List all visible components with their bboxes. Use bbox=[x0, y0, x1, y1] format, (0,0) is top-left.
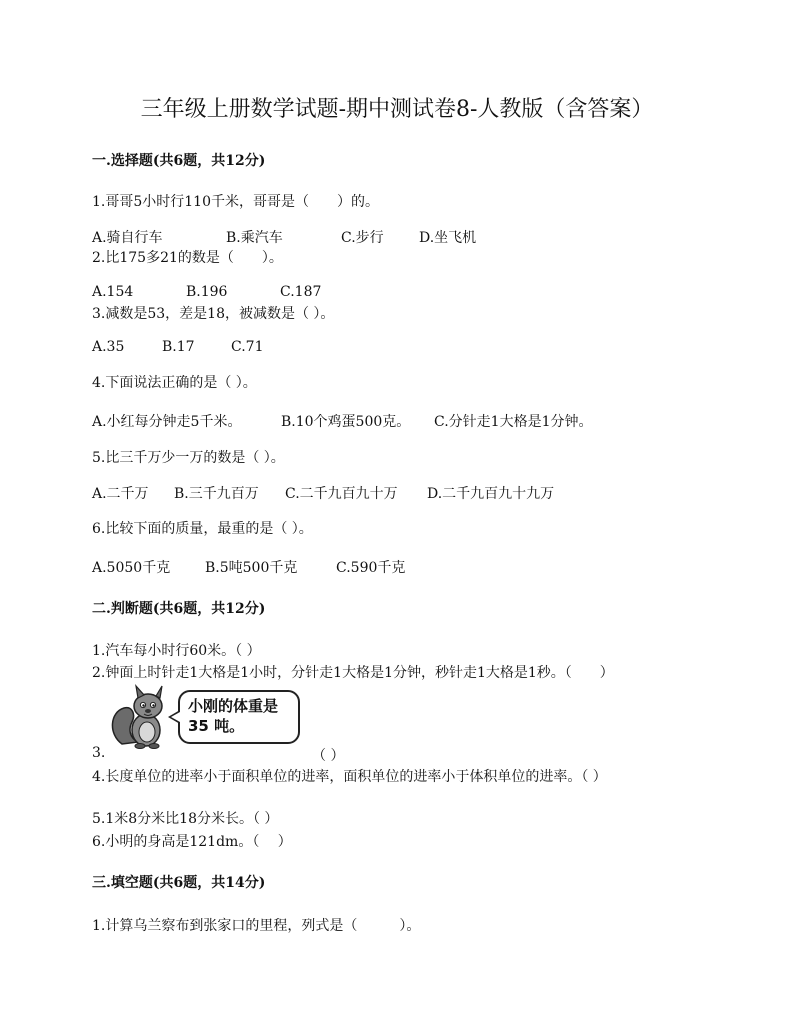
question-2-5: 5.1米8分米比18分米长。（ ） bbox=[92, 811, 279, 827]
question-1-3: 3.减数是53，差是18，被减数是（ ）。 bbox=[92, 306, 335, 322]
question-1-4: 4.下面说法正确的是（ ）。 bbox=[92, 375, 257, 391]
question-1-5-option-b: B.三千九百万 bbox=[174, 486, 259, 502]
question-1-4-option-c: C.分针走1大格是1分钟。 bbox=[434, 414, 593, 430]
question-1-1-option-a: A.骑自行车 bbox=[92, 230, 163, 246]
question-1-5-option-c: C.二千九百九十万 bbox=[285, 486, 398, 502]
question-1-6-option-b: B.5吨500千克 bbox=[205, 560, 298, 576]
question-2-6: 6.小明的身高是121dm。（ ） bbox=[92, 834, 292, 850]
question-2-3-number: 3. bbox=[92, 745, 106, 761]
speech-bubble bbox=[178, 690, 300, 744]
speech-bubble-line-2: 35 吨。 bbox=[188, 717, 245, 735]
question-1-2-option-b: B.196 bbox=[186, 284, 228, 300]
question-1-1-option-b: B.乘汽车 bbox=[226, 230, 283, 246]
question-1-2: 2.比175多21的数是（ ）。 bbox=[92, 250, 283, 266]
question-1-1-option-c: C.步行 bbox=[341, 230, 384, 246]
question-2-3-blank: （ ） bbox=[312, 748, 345, 764]
question-2-2: 2.钟面上时针走1大格是1小时，分针走1大格是1分钟，秒针走1大格是1秒。（ ） bbox=[92, 665, 614, 681]
question-1-6-option-c: C.590千克 bbox=[336, 560, 406, 576]
question-1-5-option-a: A.二千万 bbox=[92, 486, 149, 502]
question-1-3-option-a: A.35 bbox=[92, 339, 125, 355]
question-1-6: 6.比较下面的质量，最重的是（ ）。 bbox=[92, 521, 313, 537]
speech-bubble-line-1: 小刚的体重是 bbox=[188, 697, 279, 715]
question-1-1: 1.哥哥5小时行110千米，哥哥是（ ）的。 bbox=[92, 194, 379, 210]
question-2-1: 1.汽车每小时行60米。（ ） bbox=[92, 643, 261, 659]
question-1-4-option-b: B.10个鸡蛋500克。 bbox=[281, 414, 411, 430]
question-1-6-option-a: A.5050千克 bbox=[92, 560, 171, 576]
question-1-1-option-d: D.坐飞机 bbox=[419, 230, 477, 246]
speech-bubble-tail bbox=[168, 710, 180, 724]
section-heading-true-false: 二.判断题(共6题，共12分) bbox=[92, 601, 266, 617]
speech-bubble-text bbox=[188, 696, 278, 736]
question-1-2-option-a: A.154 bbox=[92, 284, 134, 300]
question-1-4-option-a: A.小红每分钟走5千米。 bbox=[92, 414, 242, 430]
question-1-2-option-c: C.187 bbox=[280, 284, 322, 300]
question-1-5-option-d: D.二千九百九十九万 bbox=[427, 486, 555, 502]
question-1-3-option-c: C.71 bbox=[231, 339, 264, 355]
question-3-1: 1.计算乌兰察布到张家口的里程，列式是（ ）。 bbox=[92, 918, 421, 934]
page-title: 三年级上册数学试题-期中测试卷8-人教版（含答案） bbox=[140, 97, 654, 122]
question-1-3-option-b: B.17 bbox=[162, 339, 195, 355]
section-heading-multiple-choice: 一.选择题(共6题，共12分) bbox=[92, 153, 266, 169]
question-2-4: 4.长度单位的进率小于面积单位的进率，面积单位的进率小于体积单位的进率。（ ） bbox=[92, 769, 607, 785]
question-1-5: 5.比三千万少一万的数是（ ）。 bbox=[92, 450, 285, 466]
section-heading-fill-in: 三.填空题(共6题，共14分) bbox=[92, 875, 266, 891]
